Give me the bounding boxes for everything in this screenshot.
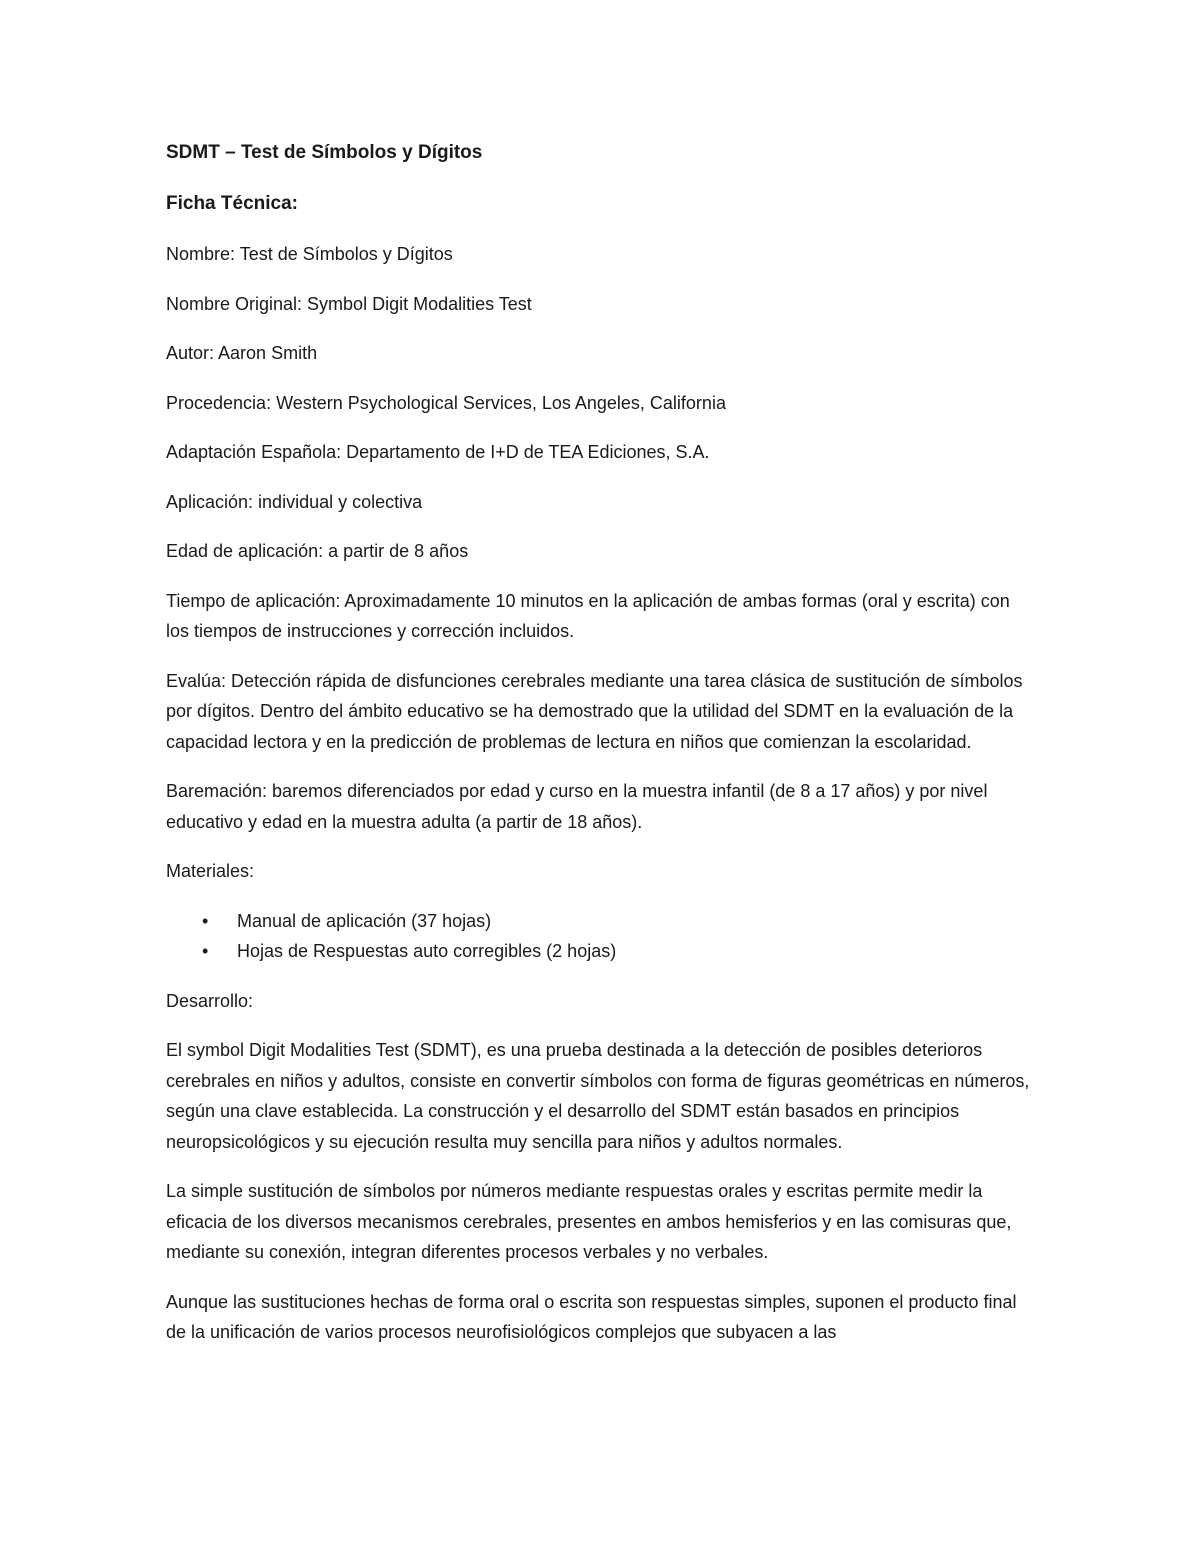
document-page [166, 138, 1036, 1367]
bullet-icon: • [202, 910, 209, 931]
bullet-icon: • [202, 941, 209, 961]
field-aplicacion: Aplicación: individual y colectiva [166, 491, 423, 512]
document-title: SDMT – Test de Símbolos y Dígitos [166, 142, 483, 163]
list-item [166, 906, 1036, 937]
field-evalua: Evalúa: Detección rápida de disfunciones cerebrales mediante una tarea clásica de sustitución de símbolos por dígitos. Dentro del ámbito educativo se ha demostrado que la utilidad del SDMT en la evaluación de la capacidad lectora y en la predicción de problemas de lectura en niños que comienzan la escolaridad. [166, 670, 1023, 752]
desarrollo-paragraph-2: La simple sustitución de símbolos por números mediante respuestas orales y escritas permite medir la eficacia de los diversos mecanismos cerebrales, presentes en ambos hemisferios y en las comisuras que, mediante su conexión, integran diferentes procesos verbales y no verbales. [166, 1181, 1012, 1262]
field-procedencia: Procedencia: Western Psychological Services, Los Angeles, California [166, 392, 726, 413]
field-edad: Edad de aplicación: a partir de 8 años [166, 541, 469, 561]
desarrollo-paragraph-3: Aunque las sustituciones hechas de forma oral o escrita son respuestas simples, suponen el producto final de la unificación de varios procesos neurofisiológicos complejos que subyacen a las [166, 1291, 1017, 1342]
section-heading-ficha-tecnica: Ficha Técnica: [166, 192, 298, 214]
field-adaptacion: Adaptación Española: Departamento de I+D de TEA Ediciones, S.A. [166, 442, 710, 462]
desarrollo-paragraph-1: El symbol Digit Modalities Test (SDMT), es una prueba destinada a la detección de posibles deterioros cerebrales en niños y adultos, consiste en convertir símbolos con forma de figuras geométricas en números, según una clave establecida. La construcción y el desarrollo del SDMT están basados en principios neuropsicológicos y su ejecución resulta muy sencilla para niños y adultos normales. [166, 1040, 1030, 1152]
field-autor: Autor: Aaron Smith [166, 343, 318, 363]
field-nombre-original: Nombre Original: Symbol Digit Modalities Test [166, 293, 532, 314]
field-tiempo: Tiempo de aplicación: Aproximadamente 10 minutos en la aplicación de ambas formas (oral y escrita) con los tiempos de instrucciones y corrección incluidos. [166, 590, 1010, 641]
list-item-text: Manual de aplicación (37 hojas) [237, 910, 492, 931]
desarrollo-label: Desarrollo: [166, 990, 254, 1011]
field-nombre: Nombre: Test de Símbolos y Dígitos [166, 244, 453, 264]
list-item [166, 936, 1036, 967]
field-baremacion: Baremación: baremos diferenciados por edad y curso en la muestra infantil (de 8 a 17 años) y por nivel educativo y edad en la muestra adulta (a partir de 18 años). [166, 781, 988, 832]
materiales-list [166, 906, 1036, 967]
list-item-text: Hojas de Respuestas auto corregibles (2 hojas) [237, 941, 617, 961]
materiales-label: Materiales: [166, 861, 255, 881]
